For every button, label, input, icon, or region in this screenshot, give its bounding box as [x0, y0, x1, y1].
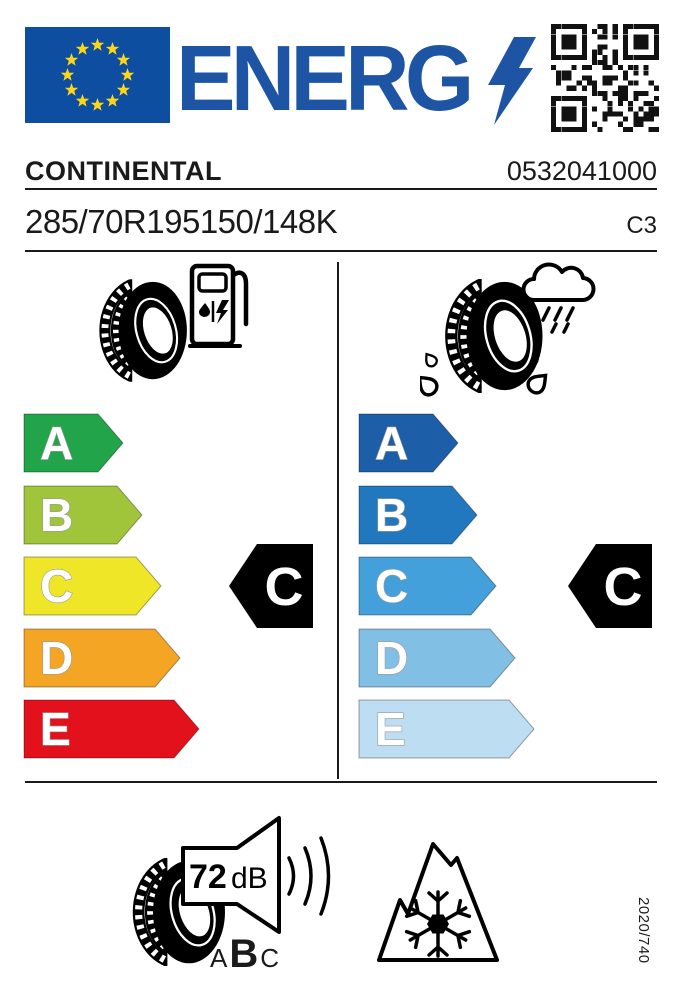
eu-flag-icon [25, 27, 170, 123]
qr-code-icon [551, 24, 659, 132]
noise-value: 72 [189, 858, 227, 896]
fuel-efficiency-scale [23, 413, 328, 760]
svg-text:E: E [40, 703, 71, 755]
sound-waves-icon [289, 838, 329, 914]
supplier-name: CONTINENTAL [25, 156, 222, 186]
divider-line [25, 250, 657, 252]
tyre-icon [92, 278, 196, 392]
svg-text:C: C [264, 557, 304, 617]
energy-logo-text: ENERG [176, 25, 470, 130]
fuel-pump-icon [188, 260, 250, 350]
divider-line [25, 781, 657, 783]
svg-text:B: B [375, 488, 409, 541]
svg-text:C: C [603, 557, 643, 617]
svg-text:B: B [40, 488, 74, 541]
rain-cloud-icon [516, 254, 604, 338]
energy-logo [176, 24, 536, 132]
svg-text:D: D [375, 631, 409, 684]
svg-text:A: A [40, 417, 74, 469]
wet-grip-scale [358, 413, 663, 760]
regulation-reference: 2020/740 [635, 897, 652, 964]
tyre-class: C3 [626, 212, 657, 239]
column-divider [337, 262, 339, 779]
loudspeaker-noise-icon [175, 810, 355, 940]
noise-class-scale: A B C [210, 932, 280, 976]
article-number: 0532041000 [506, 156, 657, 186]
svg-text:D: D [40, 631, 74, 684]
snowflake-mountain-3pmsf-icon [376, 838, 506, 968]
divider-line [25, 188, 657, 190]
noise-unit: dB [231, 862, 268, 895]
tyre-size-designation: 285/70R195150/148K [25, 203, 338, 240]
svg-text:C: C [40, 560, 74, 612]
svg-text:A: A [375, 417, 409, 469]
svg-text:C: C [375, 560, 409, 612]
svg-text:E: E [375, 703, 406, 755]
lightning-bolt-icon [484, 37, 536, 125]
